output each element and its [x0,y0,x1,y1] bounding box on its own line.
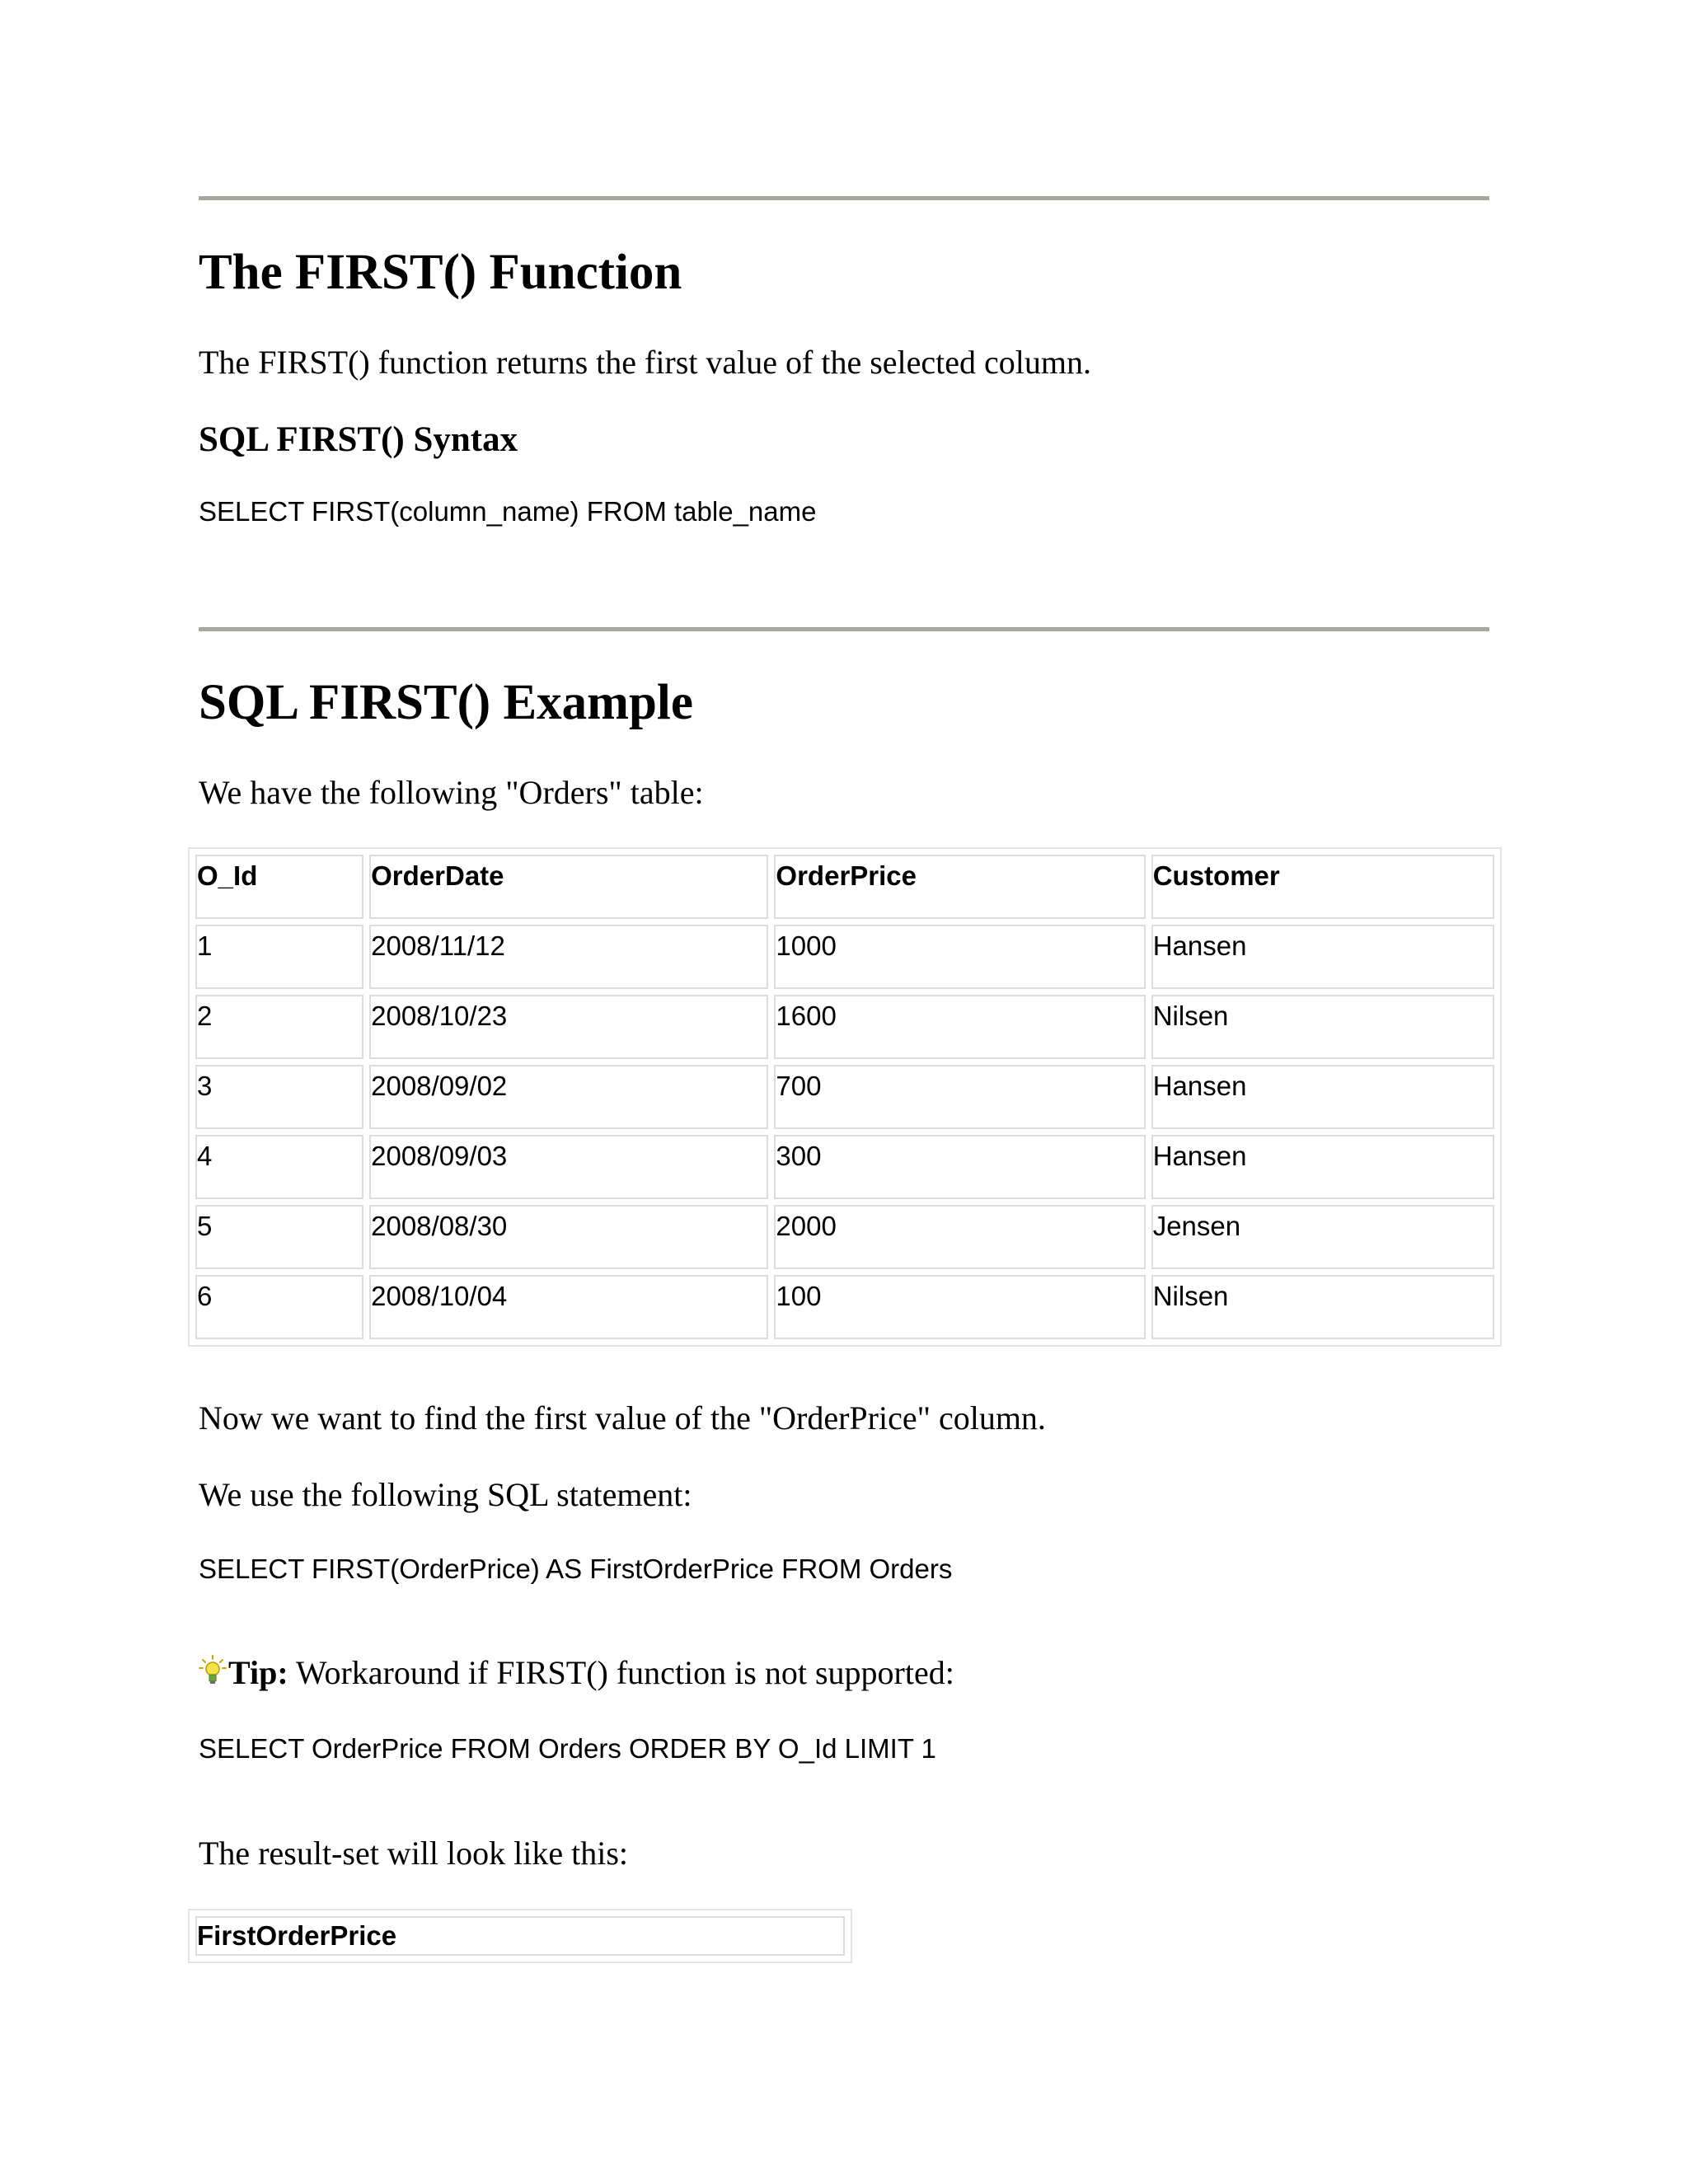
table-cell: Hansen [1151,1135,1494,1199]
orders-table [188,847,1502,1347]
column-header-orderprice: OrderPrice [774,855,1145,919]
table-row [195,1135,1494,1199]
table-cell: Jensen [1151,1205,1494,1269]
table-cell: Nilsen [1151,995,1494,1059]
column-header-firstorderprice: FirstOrderPrice [195,1916,845,1956]
result-intro: The result-set will look like this: [199,1835,629,1872]
table-cell: 2008/11/12 [369,925,768,989]
table-cell: 1600 [774,995,1145,1059]
table-cell: 3 [195,1065,363,1129]
section-title-first-function: The FIRST() Function [199,245,682,300]
table-row [195,925,1494,989]
lightbulb-icon [199,1654,227,1687]
column-header-customer: Customer [1151,855,1494,919]
result-table [188,1909,852,1963]
table-row [195,1275,1494,1339]
tip-code: SELECT OrderPrice FROM Orders ORDER BY O_Id LIMIT 1 [199,1733,936,1764]
horizontal-rule [199,196,1489,200]
table-cell: 1000 [774,925,1145,989]
table-cell: 1 [195,925,363,989]
table-cell: Nilsen [1151,1275,1494,1339]
orders-table-intro: We have the following "Orders" table: [199,774,704,811]
table-cell: 5 [195,1205,363,1269]
syntax-heading: SQL FIRST() Syntax [199,420,518,459]
table-cell: 100 [774,1275,1145,1339]
table-cell: Hansen [1151,925,1494,989]
table-header-row [195,1916,845,1956]
table-cell: 300 [774,1135,1145,1199]
table-row [195,995,1494,1059]
tip-line [199,1653,954,1693]
table-cell: 2 [195,995,363,1059]
table-cell: 6 [195,1275,363,1339]
statement-code: SELECT FIRST(OrderPrice) AS FirstOrderPrice FROM Orders [199,1554,953,1584]
table-cell: 2008/09/03 [369,1135,768,1199]
table-cell: 2008/08/30 [369,1205,768,1269]
column-header-orderdate: OrderDate [369,855,768,919]
table-cell: 2000 [774,1205,1145,1269]
tip-label: Tip: [228,1654,288,1691]
section-title-example: SQL FIRST() Example [199,675,693,730]
horizontal-rule [199,627,1489,631]
table-header-row [195,855,1494,919]
table-cell: 4 [195,1135,363,1199]
table-cell: Hansen [1151,1065,1494,1129]
table-row [195,1065,1494,1129]
table-cell: 700 [774,1065,1145,1129]
table-cell: 2008/10/04 [369,1275,768,1339]
column-header-o-id: O_Id [195,855,363,919]
statement-intro: We use the following SQL statement: [199,1476,692,1513]
table-cell: 2008/10/23 [369,995,768,1059]
syntax-code: SELECT FIRST(column_name) FROM table_name [199,496,817,527]
function-description: The FIRST() function returns the first value of the selected column. [199,344,1092,381]
tip-text: Workaround if FIRST() function is not supported: [288,1654,954,1691]
table-row [195,1205,1494,1269]
table-cell: 2008/09/02 [369,1065,768,1129]
goal-text: Now we want to find the first value of the "OrderPrice" column. [199,1399,1046,1436]
